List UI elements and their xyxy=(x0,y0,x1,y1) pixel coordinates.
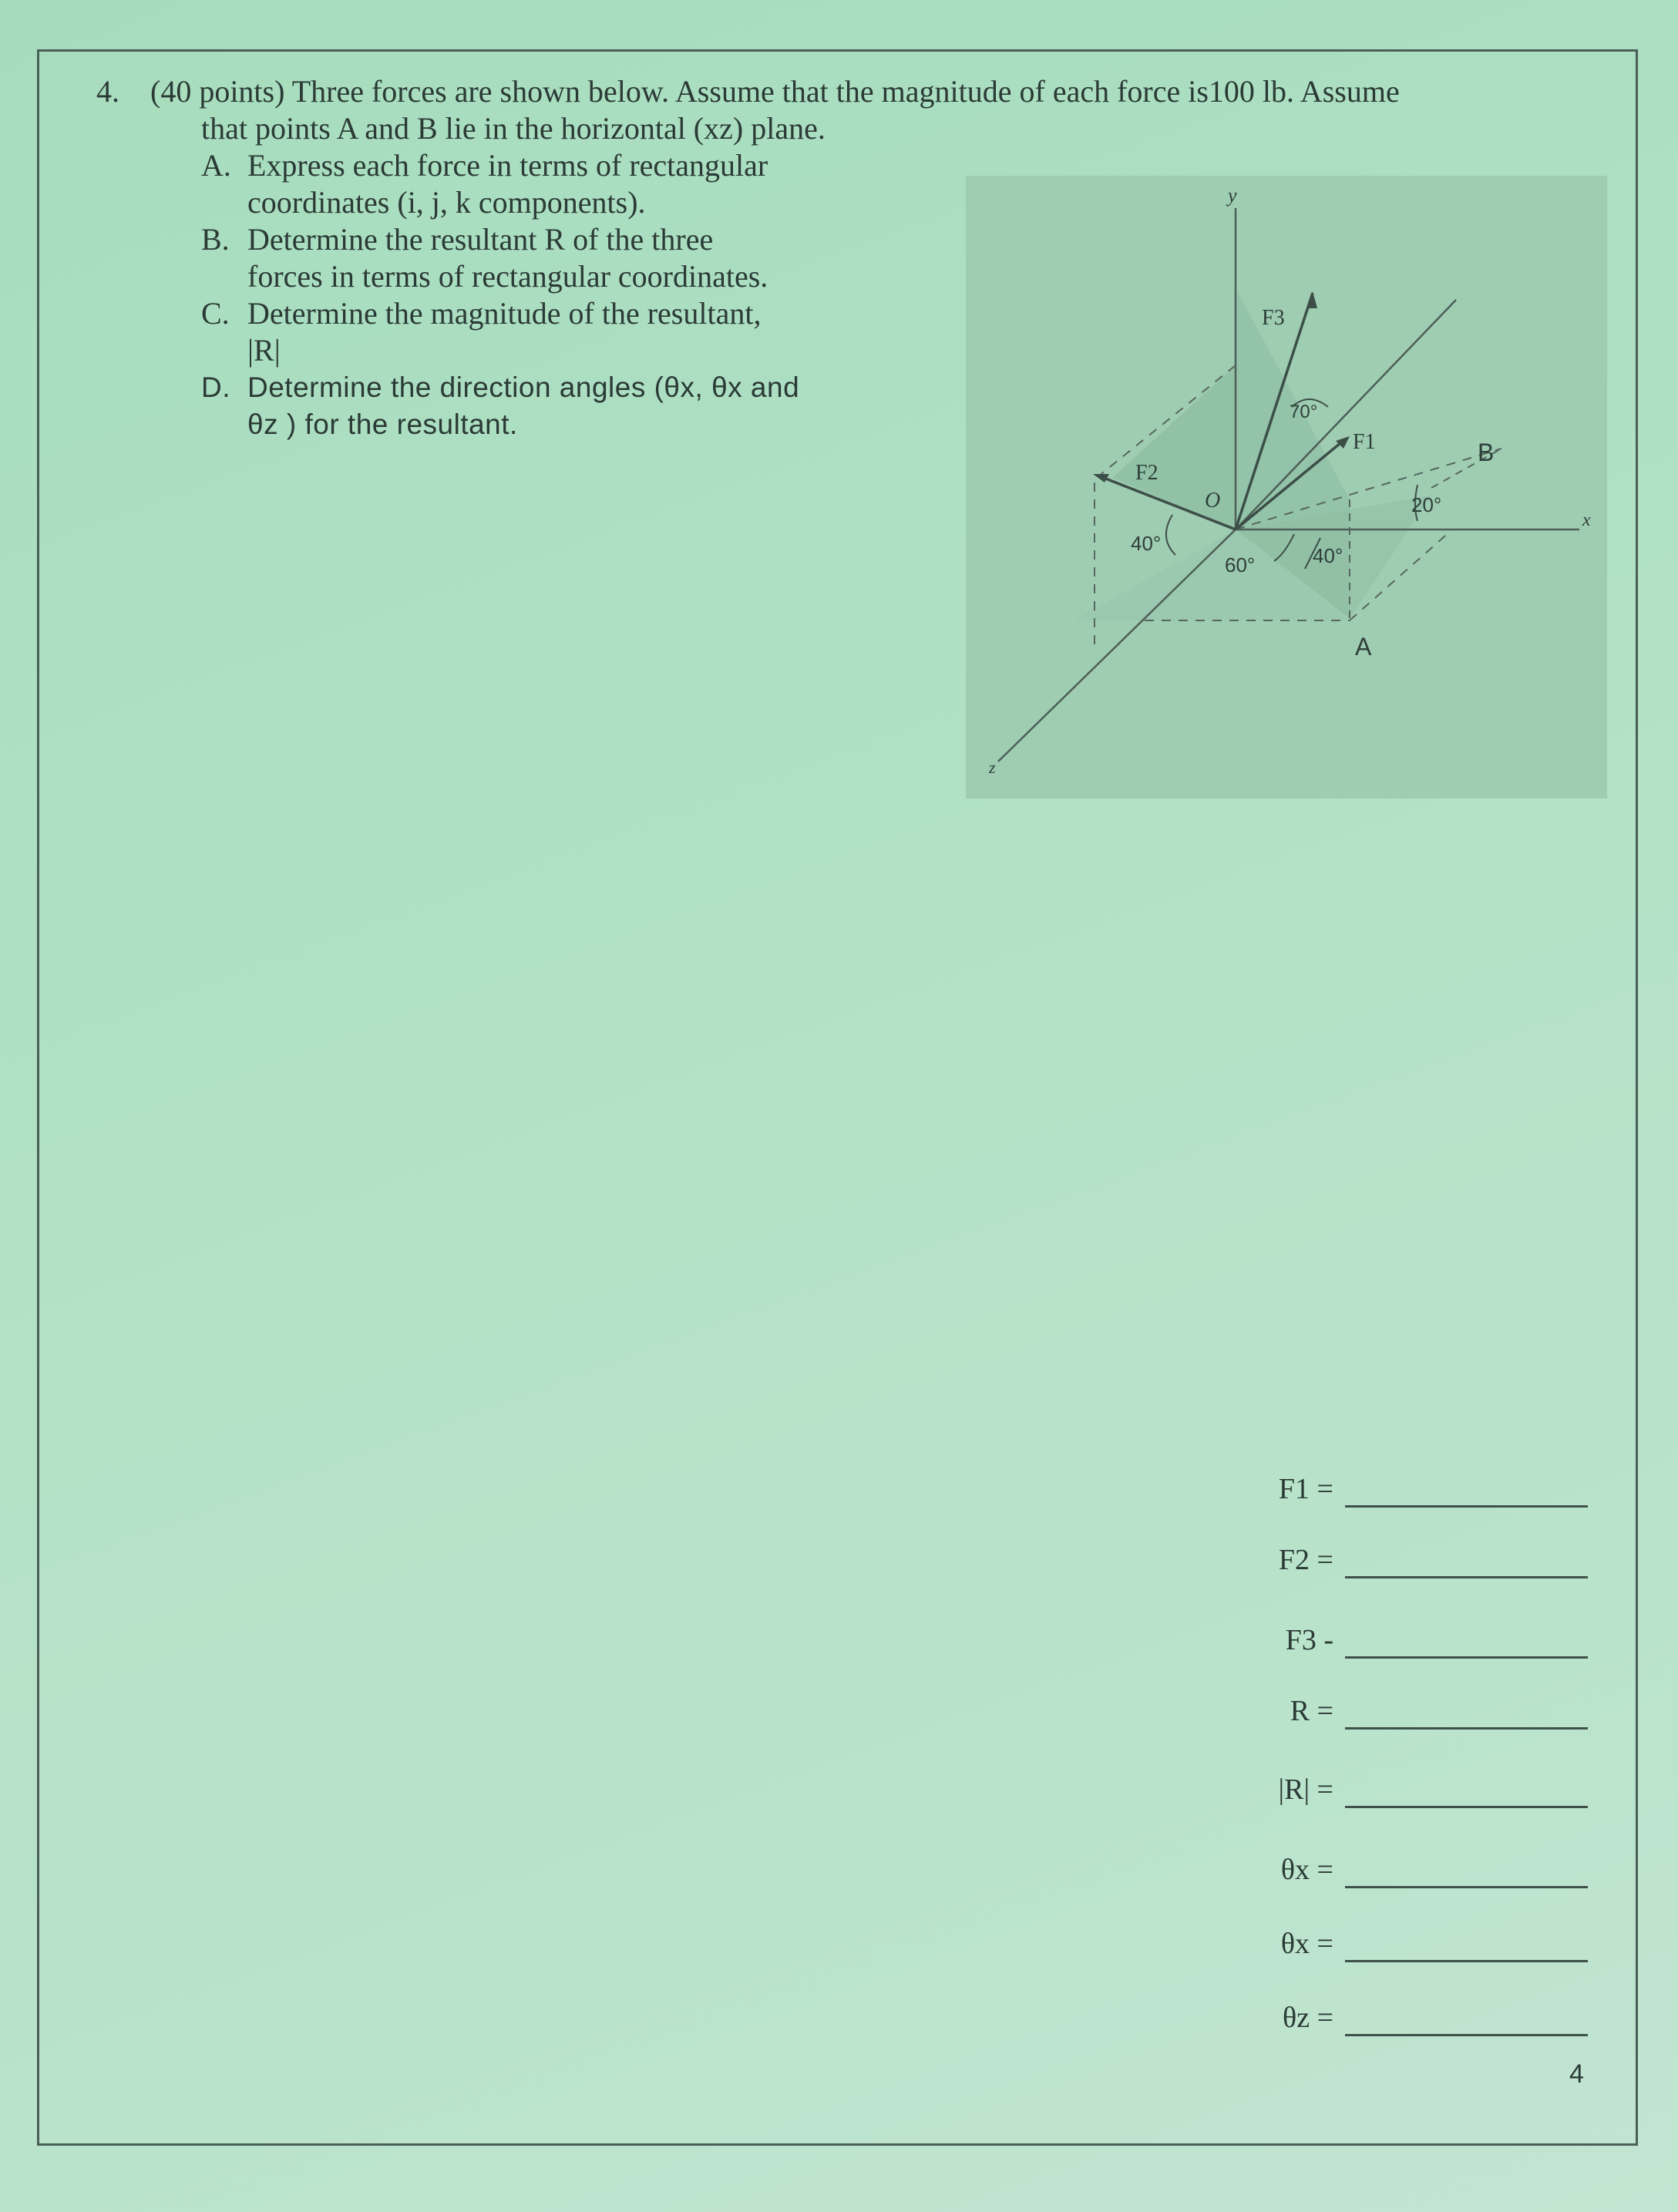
f2-arrowhead xyxy=(1093,474,1109,482)
f1-label: F1 xyxy=(1353,430,1376,454)
answer-row-theta-x xyxy=(1187,1845,1588,1891)
z-axis xyxy=(998,529,1236,761)
f2-label: F2 xyxy=(1135,461,1158,485)
f3-answer-field[interactable] xyxy=(1345,1623,1588,1656)
answer-row-magnitude xyxy=(1187,1765,1588,1811)
point-a-label: A xyxy=(1355,633,1372,661)
theta-z-answer-field[interactable] xyxy=(1345,2001,1588,2033)
answer-label: F1 = xyxy=(1278,1473,1333,1505)
origin-label: O xyxy=(1205,489,1221,513)
answer-row-f2 xyxy=(1187,1535,1588,1582)
magnitude-answer-field[interactable] xyxy=(1345,1773,1588,1805)
question-line-1: (40 points) Three forces are shown below. Assume that the magnitude of each force is100 lb. Assume xyxy=(150,74,1400,109)
answer-underline xyxy=(1345,1960,1588,1962)
resultant-answer-field[interactable] xyxy=(1345,1694,1588,1726)
part-text: Determine the resultant R of the three xyxy=(247,222,714,257)
answer-row-resultant xyxy=(1187,1686,1588,1733)
answer-underline xyxy=(1345,1806,1588,1808)
answer-underline xyxy=(1345,1505,1588,1508)
f3-label: F3 xyxy=(1262,306,1285,330)
answer-label: θx = xyxy=(1280,1928,1333,1960)
answer-row-f3 xyxy=(1187,1615,1588,1662)
angle-label-40-right: 40° xyxy=(1313,544,1343,567)
question-parts xyxy=(201,147,972,443)
point-b-label: B xyxy=(1478,439,1495,466)
question-number: 4. xyxy=(96,74,119,109)
part-text: Express each force in terms of rectangular xyxy=(247,148,768,183)
part-text: θz ) for the resultant. xyxy=(247,408,518,440)
part-text: Determine the magnitude of the resultant, xyxy=(247,296,762,331)
y-axis-label: y xyxy=(1228,184,1237,207)
part-letter: A. xyxy=(201,148,231,183)
part-letter: D. xyxy=(201,371,230,403)
angle-label-60: 60° xyxy=(1225,553,1256,577)
angle-label-70: 70° xyxy=(1290,402,1318,422)
f2-answer-field[interactable] xyxy=(1345,1543,1588,1575)
angle-label-40-left: 40° xyxy=(1131,532,1162,555)
answer-label: θz = xyxy=(1283,2002,1333,2034)
answer-row-theta-z xyxy=(1187,1993,1588,2039)
answer-underline xyxy=(1345,1656,1588,1659)
answer-label: |R| = xyxy=(1278,1773,1333,1806)
answer-label: θx = xyxy=(1280,1854,1333,1886)
x-axis-label: x xyxy=(1582,510,1591,530)
answer-label: R = xyxy=(1290,1695,1333,1727)
page-number: 4 xyxy=(1569,2059,1584,2089)
part-letter: C. xyxy=(201,296,230,331)
theta-x-second-answer-field[interactable] xyxy=(1345,1927,1588,1959)
angle-arc-40-left xyxy=(1166,515,1175,555)
theta-x-answer-field[interactable] xyxy=(1345,1853,1588,1885)
answer-label: F3 - xyxy=(1285,1624,1333,1656)
part-text: |R| xyxy=(247,333,281,368)
part-text: coordinates (i, j, k components). xyxy=(247,185,646,220)
z-axis-label: z xyxy=(989,758,996,777)
answer-label: F2 = xyxy=(1278,1544,1333,1576)
part-c xyxy=(201,295,972,369)
part-b xyxy=(201,221,972,295)
part-d xyxy=(201,369,972,443)
part-a xyxy=(201,147,972,221)
force-diagram-svg xyxy=(966,176,1607,798)
answer-row-f1 xyxy=(1187,1464,1588,1511)
answer-underline xyxy=(1345,2034,1588,2036)
answer-underline xyxy=(1345,1886,1588,1888)
f1-answer-field[interactable] xyxy=(1345,1472,1588,1504)
force-diagram xyxy=(966,176,1607,798)
question-line-2: that points A and B lie in the horizontal (xz) plane. xyxy=(201,111,826,146)
angle-label-20: 20° xyxy=(1411,493,1442,516)
part-text: forces in terms of rectangular coordinates. xyxy=(247,259,768,294)
answer-row-theta-x-second xyxy=(1187,1919,1588,1965)
answer-underline xyxy=(1345,1576,1588,1578)
answer-underline xyxy=(1345,1727,1588,1730)
part-letter: B. xyxy=(201,222,230,257)
part-text: Determine the direction angles (θx, θx and xyxy=(247,371,800,403)
